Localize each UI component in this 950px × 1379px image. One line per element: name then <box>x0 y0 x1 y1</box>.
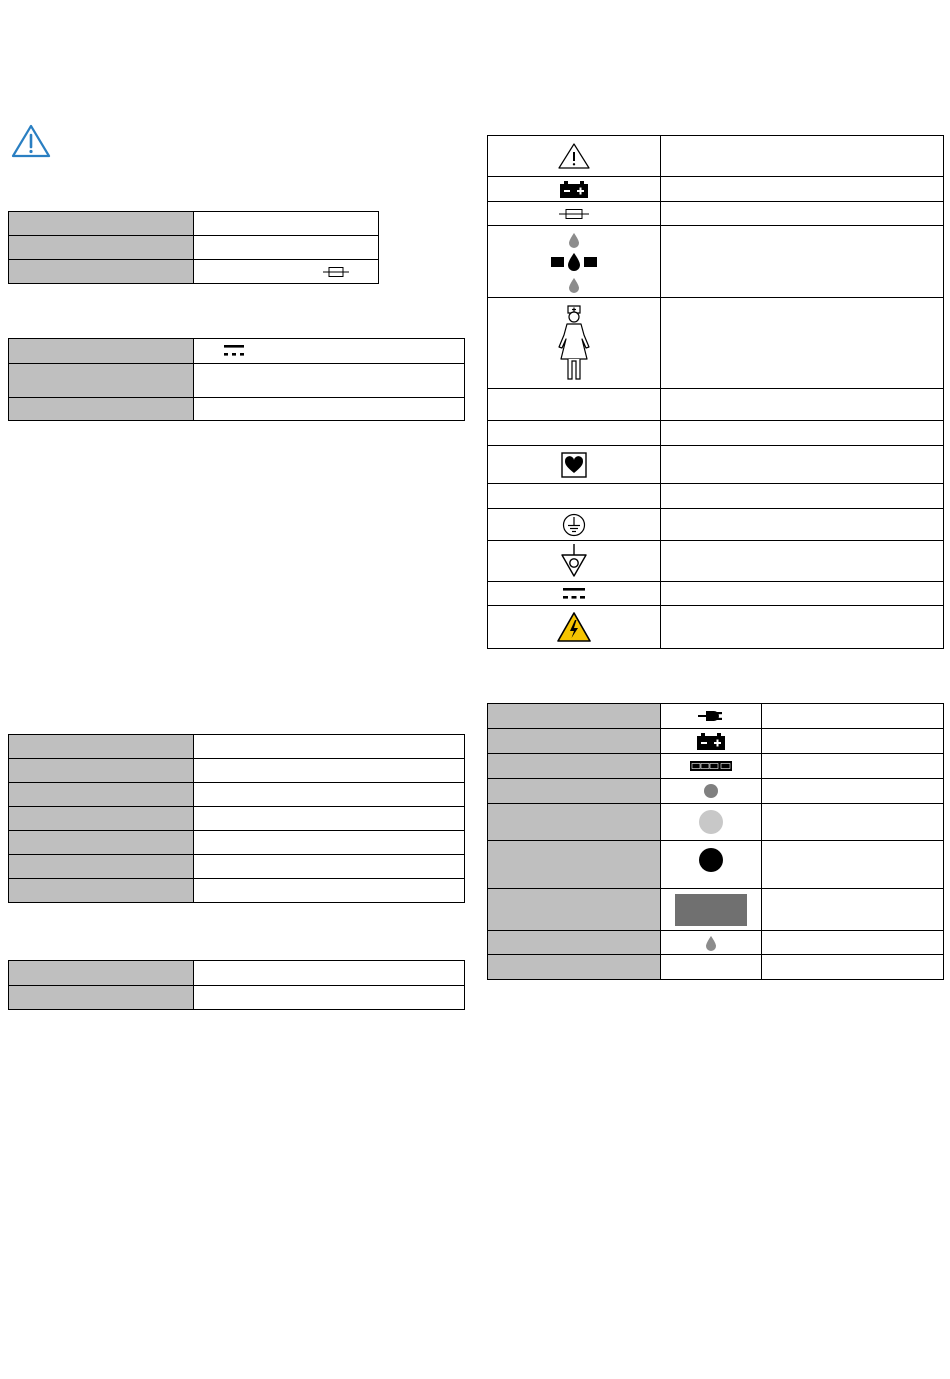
indicator-description <box>762 931 944 955</box>
table-value-cell <box>194 831 465 855</box>
fuse-icon <box>559 208 589 220</box>
symbol-cell <box>661 889 762 931</box>
table-label-cell <box>9 961 194 986</box>
symbol-description <box>661 136 944 177</box>
table-label-cell <box>9 212 194 236</box>
dc-current-icon <box>562 587 586 601</box>
table-row <box>488 298 944 389</box>
table-row <box>9 339 465 364</box>
table-row <box>9 735 465 759</box>
dimensions-table <box>8 960 465 1010</box>
symbol-cell <box>488 446 661 484</box>
battery-icon <box>560 181 588 198</box>
symbol-description <box>661 226 944 298</box>
symbol-cell <box>488 202 661 226</box>
indicator-description <box>762 841 944 889</box>
table-label-cell <box>488 931 661 955</box>
display-panel-icon <box>675 894 747 926</box>
symbol-description <box>661 389 944 421</box>
table-row <box>9 759 465 783</box>
symbol-description <box>661 606 944 649</box>
table-value-cell <box>194 783 465 807</box>
table-label-cell <box>488 704 661 729</box>
dc-current-icon <box>223 344 245 358</box>
caution-triangle-icon <box>557 142 591 170</box>
table-value-cell <box>194 212 379 236</box>
symbol-description <box>661 541 944 582</box>
table-row <box>488 606 944 649</box>
table-value-cell <box>194 807 465 831</box>
high-voltage-warning-icon <box>556 611 592 643</box>
table-value-cell <box>194 855 465 879</box>
led-dark-gray-icon <box>703 783 719 799</box>
table-value-cell <box>194 236 379 260</box>
table-label-cell <box>9 831 194 855</box>
table-value-cell <box>194 986 465 1010</box>
indicator-description <box>762 729 944 754</box>
mains-plug-icon <box>698 709 724 723</box>
table-label-cell <box>9 879 194 903</box>
table-row <box>9 398 465 421</box>
table-row <box>9 986 465 1010</box>
table-label-cell <box>9 735 194 759</box>
indicator-description <box>762 955 944 980</box>
drop-icon <box>705 935 717 951</box>
symbol-cell <box>661 931 762 955</box>
table-label-cell <box>488 754 661 779</box>
symbol-cell <box>488 136 661 177</box>
symbol-cell <box>488 421 661 446</box>
power-table <box>8 338 465 421</box>
table-label-cell <box>488 729 661 754</box>
table-label-cell <box>9 364 194 398</box>
warning-triangle-icon <box>11 124 51 158</box>
symbol-cell <box>488 541 661 582</box>
table-row <box>488 389 944 421</box>
protective-earth-icon <box>562 513 586 537</box>
indicator-description <box>762 889 944 931</box>
table-row <box>488 177 944 202</box>
table-label-cell <box>9 236 194 260</box>
table-label-cell <box>9 986 194 1010</box>
table-row <box>488 582 944 606</box>
symbol-description <box>661 509 944 541</box>
symbol-cell <box>488 226 661 298</box>
consult-instructions-nurse-icon <box>556 303 592 383</box>
table-label-cell <box>488 779 661 804</box>
symbol-cell <box>488 389 661 421</box>
symbol-cell <box>661 729 762 754</box>
battery-icon <box>697 733 725 750</box>
table-row <box>9 364 465 398</box>
table-label-cell <box>488 841 661 889</box>
battery-level-icon <box>690 761 732 771</box>
table-row <box>488 841 944 889</box>
table-row <box>488 226 944 298</box>
symbol-description <box>661 582 944 606</box>
led-light-gray-icon <box>698 809 724 835</box>
table-label-cell <box>488 955 661 980</box>
symbol-cell <box>488 484 661 509</box>
table-label-cell <box>488 889 661 931</box>
symbol-cell <box>661 754 762 779</box>
fuse-icon <box>323 266 349 278</box>
symbol-cell <box>661 704 762 729</box>
table-label-cell <box>488 804 661 841</box>
table-row <box>9 236 379 260</box>
ip-rating-drops-icon <box>549 230 599 294</box>
table-row <box>488 446 944 484</box>
table-label-cell <box>9 783 194 807</box>
symbol-cell <box>488 606 661 649</box>
environment-table <box>8 734 465 903</box>
table-label-cell <box>9 339 194 364</box>
table-row <box>488 541 944 582</box>
indicators-table <box>487 703 944 980</box>
indicator-description <box>762 804 944 841</box>
led-black-icon <box>698 847 724 873</box>
table-row <box>9 260 379 284</box>
table-value-cell <box>194 961 465 986</box>
equipotential-icon <box>559 543 589 579</box>
table-label-cell <box>9 759 194 783</box>
table-label-cell <box>9 855 194 879</box>
table-value-cell <box>194 398 465 421</box>
symbol-cell <box>661 955 762 980</box>
symbol-description <box>661 446 944 484</box>
symbol-cell <box>488 509 661 541</box>
table-row <box>488 729 944 754</box>
symbol-cell <box>488 582 661 606</box>
symbol-description <box>661 202 944 226</box>
indicator-description <box>762 704 944 729</box>
symbol-cell <box>661 804 762 841</box>
table-value-cell <box>194 339 465 364</box>
table-row <box>9 879 465 903</box>
table-row <box>488 136 944 177</box>
symbol-cell <box>661 841 762 889</box>
symbols-table <box>487 135 944 649</box>
defibrillation-proof-heart-icon <box>561 452 587 478</box>
symbol-description <box>661 484 944 509</box>
indicator-description <box>762 779 944 804</box>
table-label-cell <box>9 807 194 831</box>
table-row <box>9 212 379 236</box>
table-row <box>9 807 465 831</box>
symbol-cell <box>488 298 661 389</box>
electrical-table <box>8 211 379 284</box>
table-row <box>488 889 944 931</box>
table-label-cell <box>9 398 194 421</box>
table-row <box>488 931 944 955</box>
table-value-cell <box>194 364 465 398</box>
table-row <box>488 421 944 446</box>
table-row <box>9 783 465 807</box>
symbol-cell <box>488 177 661 202</box>
symbol-description <box>661 177 944 202</box>
table-value-cell <box>194 759 465 783</box>
table-row <box>488 955 944 980</box>
symbol-description <box>661 298 944 389</box>
table-row <box>9 855 465 879</box>
table-row <box>488 779 944 804</box>
table-row <box>488 704 944 729</box>
symbol-description <box>661 421 944 446</box>
table-value-cell <box>194 260 379 284</box>
indicator-description <box>762 754 944 779</box>
table-row <box>488 509 944 541</box>
table-row <box>9 961 465 986</box>
table-row <box>488 484 944 509</box>
symbol-cell <box>661 779 762 804</box>
table-label-cell <box>9 260 194 284</box>
table-row <box>488 202 944 226</box>
table-value-cell <box>194 879 465 903</box>
table-row <box>488 754 944 779</box>
table-value-cell <box>194 735 465 759</box>
table-row <box>9 831 465 855</box>
table-row <box>488 804 944 841</box>
